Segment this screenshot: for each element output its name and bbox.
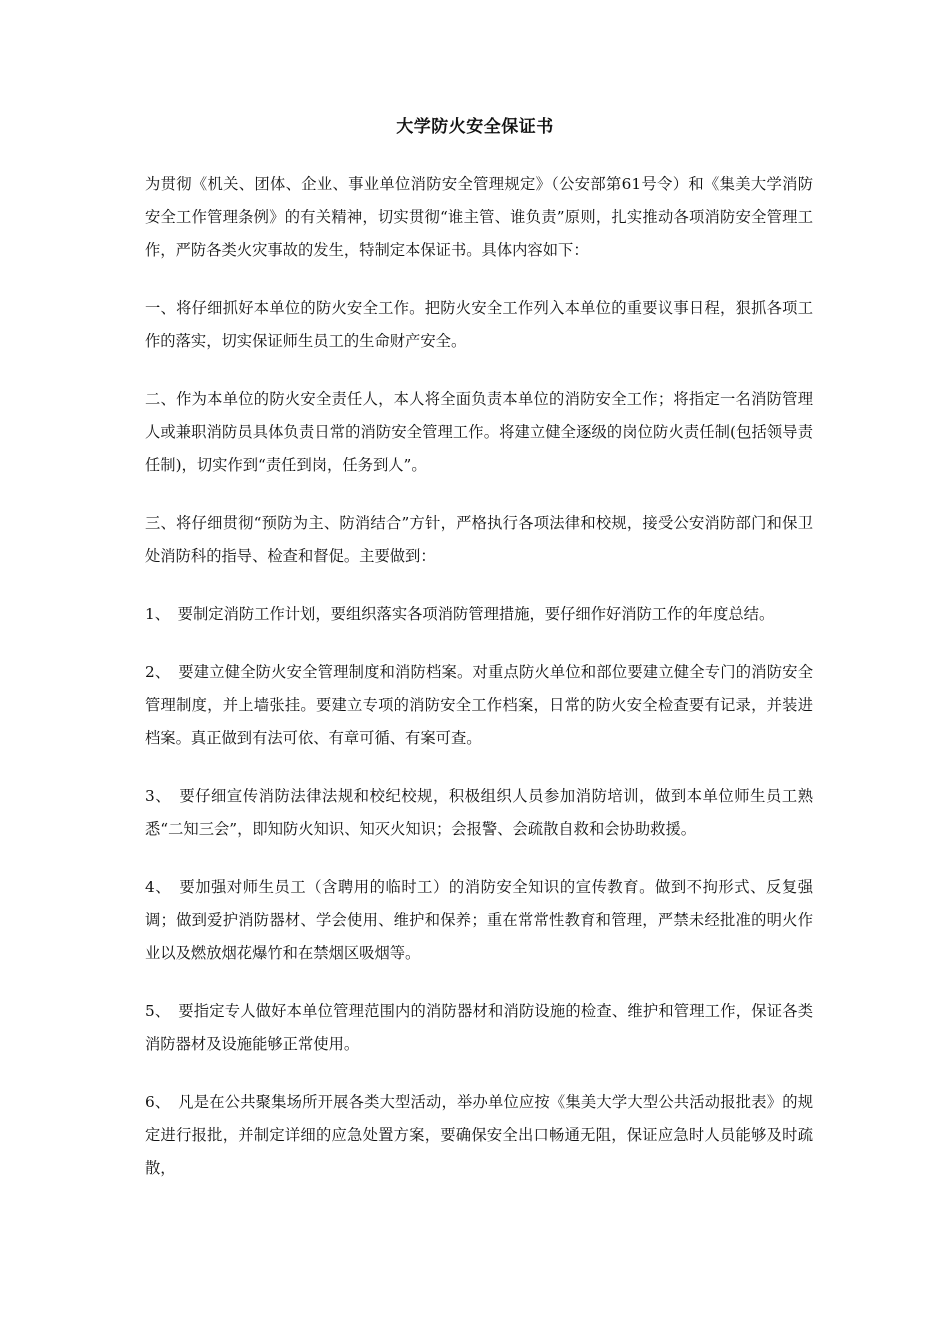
document-body (145, 168, 813, 1210)
paragraph-item-3: 3、 要仔细宣传消防法律法规和校纪校规，积极组织人员参加消防培训，做到本单位师生员工熟悉“二知三会”，即知防火知识、知灭火知识；会报警、会疏散自救和会协助救援。 (145, 787, 813, 838)
paragraph-2: 二、作为本单位的防火安全责任人，本人将全面负责本单位的消防安全工作；将指定一名消防管理人或兼职消防员具体负责日常的消防安全管理工作。将建立健全逐级的岗位防火责任制(包括领导责任制)，切实作到“责任到岗，任务到人”。 (145, 390, 813, 474)
paragraph-item-5: 5、 要指定专人做好本单位管理范围内的消防器材和消防设施的检查、维护和管理工作，保证各类消防器材及设施能够正常使用。 (145, 1002, 813, 1053)
paragraph-3: 三、将仔细贯彻“预防为主、防消结合”方针，严格执行各项法律和校规，接受公安消防部门和保卫处消防科的指导、检查和督促。主要做到： (145, 514, 813, 565)
paragraph-item-4: 4、 要加强对师生员工（含聘用的临时工）的消防安全知识的宣传教育。做到不拘形式、反复强调；做到爱护消防器材、学会使用、维护和保养；重在常常性教育和管理，严禁未经批准的明火作业以及燃放烟花爆竹和在禁烟区吸烟等。 (145, 878, 813, 962)
paragraph-intro: 为贯彻《机关、团体、企业、事业单位消防安全管理规定》（公安部第61号令）和《集美大学消防安全工作管理条例》的有关精神，切实贯彻“谁主管、谁负责”原则，扎实推动各项消防安全管理工作，严防各类火灾事故的发生，特制定本保证书。具体内容如下： (145, 175, 813, 259)
document-title: 大学防火安全保证书 (396, 117, 554, 137)
paragraph-item-1: 1、 要制定消防工作计划，要组织落实各项消防管理措施，要仔细作好消防工作的年度总结。 (145, 605, 775, 623)
paragraph-item-2: 2、 要建立健全防火安全管理制度和消防档案。对重点防火单位和部位要建立健全专门的消防安全管理制度，并上墙张挂。要建立专项的消防安全工作档案，日常的防火安全检查要有记录，并装进档案。真正做到有法可依、有章可循、有案可查。 (145, 663, 813, 747)
paragraph-item-6: 6、 凡是在公共聚集场所开展各类大型活动，举办单位应按《集美大学大型公共活动报批表》的规定进行报批，并制定详细的应急处置方案，要确保安全出口畅通无阻，保证应急时人员能够及时疏散， (145, 1093, 813, 1177)
paragraph-1: 一、将仔细抓好本单位的防火安全工作。把防火安全工作列入本单位的重要议事日程，狠抓各项工作的落实，切实保证师生员工的生命财产安全。 (145, 299, 813, 350)
